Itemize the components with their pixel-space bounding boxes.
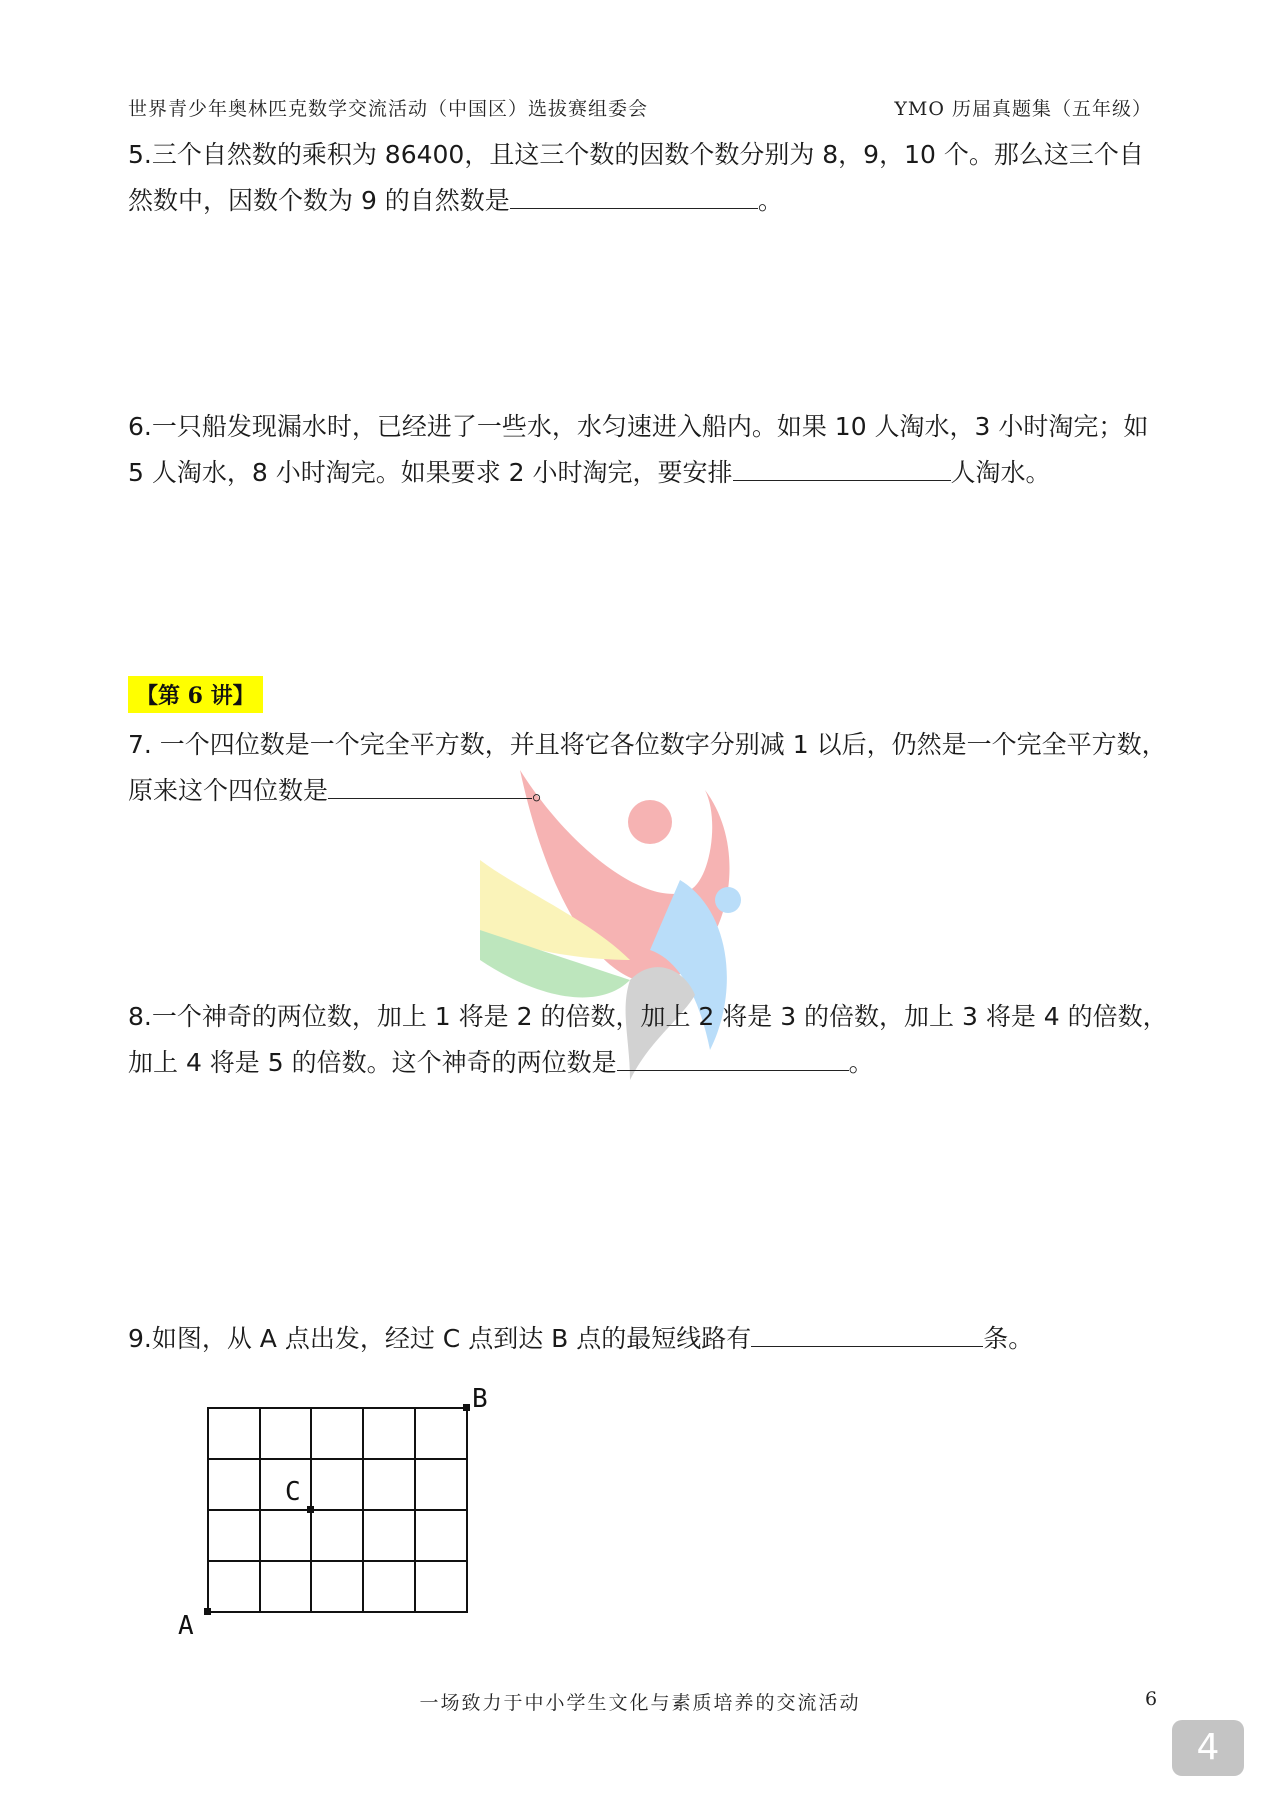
lecture-label: 【第 6 讲】 xyxy=(128,676,263,713)
question-6-end: 人淘水。 xyxy=(950,458,1051,487)
question-5-end: 。 xyxy=(757,186,783,215)
label-a: A xyxy=(178,1611,194,1641)
point-c-marker xyxy=(307,1506,314,1513)
question-9-answer-blank[interactable] xyxy=(751,1316,983,1347)
question-5-text: 5.三个自然数的乘积为 86400，且这三个数的因数个数分别为 8，9，10 个。那么这三个自然数中，因数个数为 9 的自然数是 xyxy=(128,140,1144,215)
point-a-marker xyxy=(204,1608,211,1615)
question-8-end: 。 xyxy=(848,1048,874,1077)
point-b-marker xyxy=(463,1404,470,1411)
question-7-answer-blank[interactable] xyxy=(328,768,532,799)
watermark-blue-head xyxy=(715,887,741,913)
page-badge: 4 xyxy=(1172,1720,1244,1776)
question-9-text: 9.如图，从 A 点出发，经过 C 点到达 B 点的最短线路有 xyxy=(128,1324,752,1353)
header-organizer: 世界青少年奥林匹克数学交流活动（中国区）选拔赛组委会 xyxy=(128,98,649,120)
header-book-title: YMO 历届真题集（五年级） xyxy=(894,98,1152,120)
question-6-answer-blank[interactable] xyxy=(733,450,951,481)
footer-slogan: 一场致力于中小学生文化与素质培养的交流活动 xyxy=(419,1692,861,1714)
question-7-end: 。 xyxy=(532,776,558,805)
question-9-end: 条。 xyxy=(983,1324,1034,1353)
question-7 xyxy=(128,722,1168,814)
question-8 xyxy=(128,994,1168,1086)
question-5 xyxy=(128,132,1168,224)
question-9 xyxy=(128,1316,1168,1362)
grid-figure xyxy=(170,1375,490,1645)
question-6-text: 6.一只船发现漏水时，已经进了一些水，水匀速进入船内。如果 10 人淘水，3 小时淘完；如 5 人淘水，8 小时淘完。如果要求 2 小时淘完，要安排 xyxy=(128,412,1149,487)
question-7-text: 7. 一个四位数是一个完全平方数，并且将它各位数字分别减 1 以后，仍然是一个完全平方数，原来这个四位数是 xyxy=(128,730,1167,805)
label-b: B xyxy=(472,1384,488,1414)
question-5-answer-blank[interactable] xyxy=(510,178,758,209)
label-c: C xyxy=(285,1477,301,1507)
page-number: 6 xyxy=(1145,1688,1158,1710)
question-6 xyxy=(128,404,1168,496)
question-8-answer-blank[interactable] xyxy=(617,1040,849,1071)
question-8-text: 8.一个神奇的两位数，加上 1 将是 2 的倍数，加上 2 将是 3 的倍数，加上 3 将是 4 的倍数，加上 4 将是 5 的倍数。这个神奇的两位数是 xyxy=(128,1002,1168,1077)
